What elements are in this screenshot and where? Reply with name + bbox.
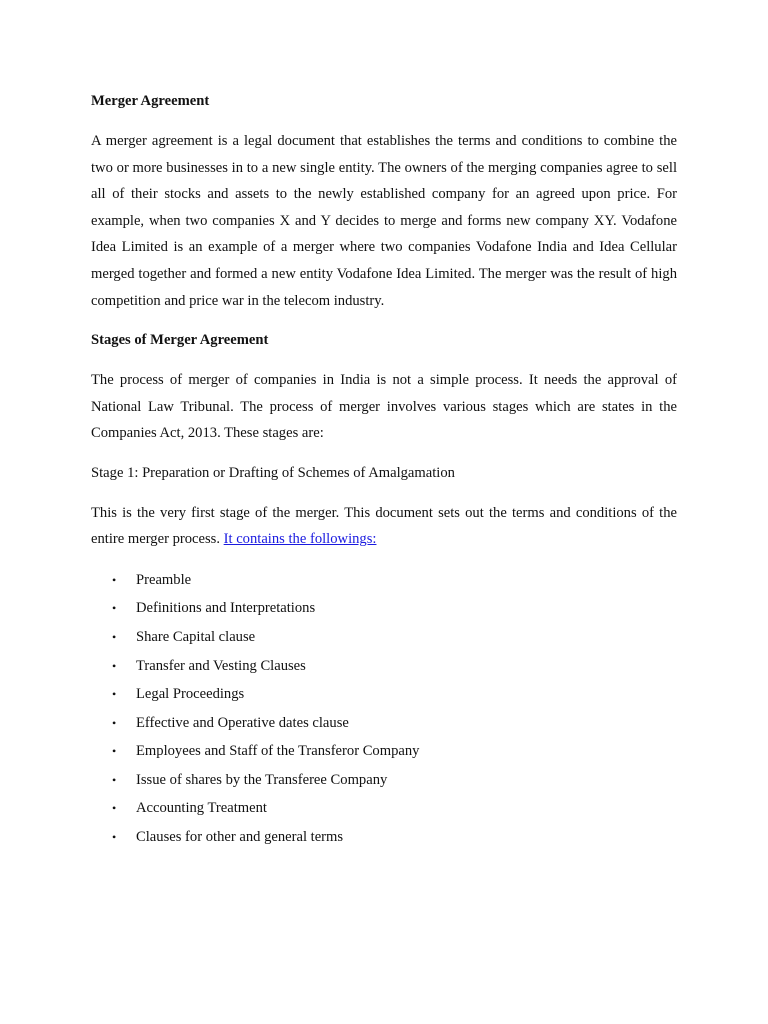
list-item-text: Legal Proceedings bbox=[136, 686, 245, 703]
intro-paragraph: A merger agreement is a legal document that establishes the terms and conditions to combine the two or more businesses in to a new single entity. The owners of the merging companies agree to sell all of their stocks and assets to the newly established company for an agreed upon price. For example, when two companies X and Y decides to merge and forms new company XY. Vodafone Idea Limited is an example of a merger where two companies Vodafone India and Idea Cellular merged together and formed a new entity Vodafone Idea Limited. The merger was the result of high competition and price war in the telecom industry. bbox=[91, 133, 677, 309]
list-item-text: Clauses for other and general terms bbox=[136, 829, 344, 846]
list-item bbox=[91, 566, 677, 595]
list-item bbox=[91, 794, 677, 823]
list-item bbox=[91, 823, 677, 852]
list-item-text: Effective and Operative dates clause bbox=[136, 714, 349, 731]
list-item-text: Accounting Treatment bbox=[136, 800, 267, 817]
document-page bbox=[91, 88, 677, 852]
bullet-icon: • bbox=[112, 715, 117, 730]
list-item-text: Preamble bbox=[136, 571, 192, 588]
list-item bbox=[91, 737, 677, 766]
contains-link[interactable]: It contains the followings: bbox=[223, 531, 377, 548]
bullet-icon: • bbox=[112, 830, 117, 845]
stage1-text: This is the very first stage of the merger. This document sets out the terms and conditions of the entire merger process. bbox=[91, 504, 677, 548]
list-item-text: Transfer and Vesting Clauses bbox=[136, 657, 306, 674]
bullet-icon: • bbox=[112, 658, 117, 673]
bullet-icon: • bbox=[112, 744, 117, 759]
list-item-text: Issue of shares by the Transferee Company bbox=[136, 771, 388, 788]
bullet-icon: • bbox=[112, 772, 117, 787]
contents-list bbox=[91, 566, 677, 852]
list-item bbox=[91, 766, 677, 795]
list-item bbox=[91, 680, 677, 709]
bullet-icon: • bbox=[112, 601, 117, 616]
list-item bbox=[91, 709, 677, 738]
list-item bbox=[91, 623, 677, 652]
bullet-icon: • bbox=[112, 801, 117, 816]
bullet-icon: • bbox=[112, 629, 117, 644]
stages-intro-paragraph: The process of merger of companies in India is not a simple process. It needs the approval of National Law Tribunal. The process of merger involves various stages which are states in the Companies Act, 2013. These stages are: bbox=[91, 372, 677, 442]
list-item-text: Definitions and Interpretations bbox=[136, 600, 316, 617]
list-item-text: Employees and Staff of the Transferor Company bbox=[136, 743, 420, 760]
list-item bbox=[91, 652, 677, 681]
list-item bbox=[91, 594, 677, 623]
bullet-icon: • bbox=[112, 572, 117, 587]
bullet-icon: • bbox=[112, 687, 117, 702]
list-item-text: Share Capital clause bbox=[136, 628, 256, 645]
stages-heading: Stages of Merger Agreement bbox=[91, 332, 269, 349]
document-title: Merger Agreement bbox=[91, 93, 210, 109]
stage1-title: Stage 1: Preparation or Drafting of Schemes of Amalgamation bbox=[91, 464, 455, 481]
stage1-paragraph bbox=[91, 500, 677, 553]
